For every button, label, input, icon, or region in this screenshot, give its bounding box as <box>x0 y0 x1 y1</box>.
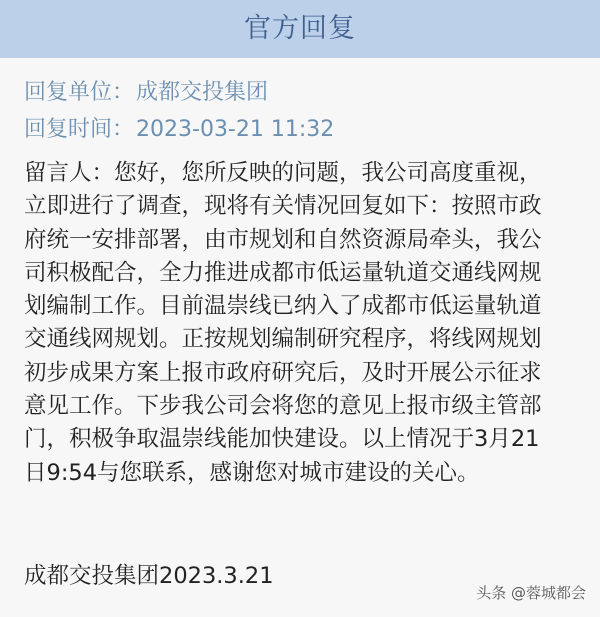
reply-body-line: 初步成果方案上报市政府研究后，及时开展公示征求 <box>24 359 542 386</box>
reply-unit-value: 成都交投集团 <box>136 80 269 105</box>
reply-signature: 成都交投集团2023.3.21 <box>24 563 274 589</box>
reply-body-line: 日9:54与您联系，感谢您对城市建设的关心。 <box>24 459 480 486</box>
reply-body <box>24 157 584 490</box>
reply-time-label: 回复时间： <box>24 117 135 142</box>
reply-time-row <box>24 115 334 145</box>
reply-unit-row <box>24 78 268 108</box>
reply-unit-label: 回复单位： <box>24 80 135 105</box>
reply-time-value: 2023-03-21 11:32 <box>136 117 335 142</box>
reply-body-line: 交通线网规划。正按规划编制研究程序，将线网规划 <box>24 326 542 353</box>
reply-body-line: 意见工作。下步我公司会将您的意见上报市级主管部 <box>24 393 542 420</box>
reply-body-line: 立即进行了调查，现将有关情况回复如下：按照市政 <box>24 193 542 220</box>
header-bar <box>0 0 600 58</box>
reply-body-line: 划编制工作。目前温崇线已纳入了成都市低运量轨道 <box>24 293 542 320</box>
source-watermark: 头条 @蓉城都会 <box>476 584 586 602</box>
page-title: 官方回复 <box>244 13 356 44</box>
reply-body-line: 门，积极争取温崇线能加快建设。以上情况于3月21 <box>24 426 540 453</box>
reply-body-line: 留言人：您好，您所反映的问题，我公司高度重视， <box>24 160 542 186</box>
reply-body-line: 府统一安排部署，由市规划和自然资源局牵头，我公 <box>24 226 542 253</box>
reply-body-line: 司积极配合，全力推进成都市低运量轨道交通线网规 <box>24 259 542 286</box>
